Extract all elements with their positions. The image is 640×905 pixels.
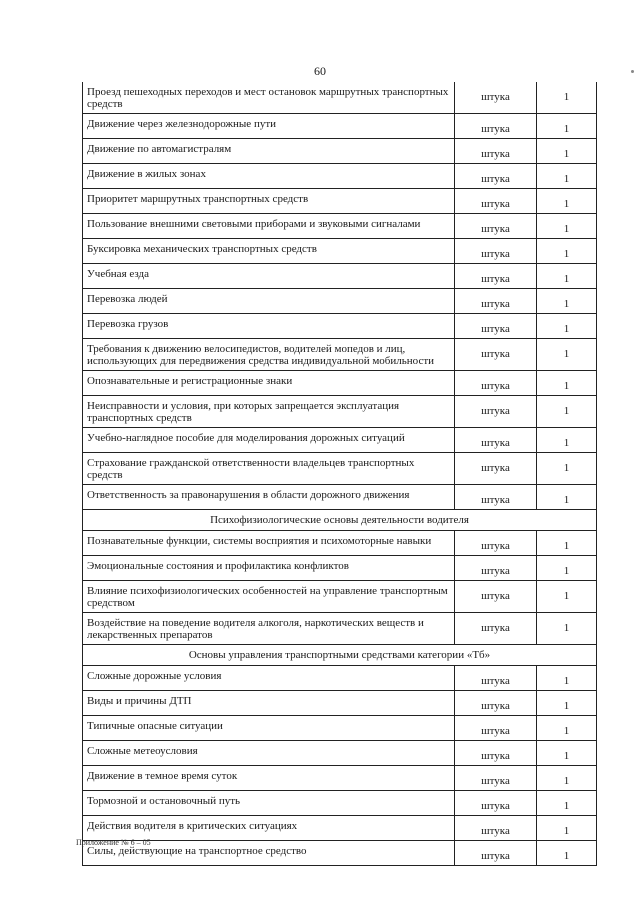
table-row xyxy=(83,82,597,114)
row-unit: штука xyxy=(455,581,537,613)
row-name: Ответственность за правонарушения в области дорожного движения xyxy=(83,485,455,510)
row-unit: штука xyxy=(455,239,537,264)
table-row xyxy=(83,314,597,339)
row-name: Требования к движению велосипедистов, водителей мопедов и лиц, использующих для передвижения средства индивидуальной мобильности xyxy=(83,339,455,371)
row-qty: 1 xyxy=(537,164,597,189)
row-name: Эмоциональные состояния и профилактика конфликтов xyxy=(83,556,455,581)
table-row xyxy=(83,666,597,691)
row-name: Действия водителя в критических ситуациях xyxy=(83,816,455,841)
row-unit: штука xyxy=(455,716,537,741)
row-unit: штука xyxy=(455,766,537,791)
row-name: Перевозка людей xyxy=(83,289,455,314)
table-row xyxy=(83,453,597,485)
table-row xyxy=(83,264,597,289)
row-name: Движение в темное время суток xyxy=(83,766,455,791)
section-row xyxy=(83,645,597,666)
table-row xyxy=(83,189,597,214)
table-row xyxy=(83,114,597,139)
table-row xyxy=(83,485,597,510)
scan-speck xyxy=(631,70,634,73)
row-name: Познавательные функции, системы восприятия и психомоторные навыки xyxy=(83,531,455,556)
row-qty: 1 xyxy=(537,816,597,841)
row-qty: 1 xyxy=(537,114,597,139)
table-row xyxy=(83,556,597,581)
table-row xyxy=(83,581,597,613)
row-qty: 1 xyxy=(537,666,597,691)
row-qty: 1 xyxy=(537,139,597,164)
row-unit: штука xyxy=(455,556,537,581)
row-qty: 1 xyxy=(537,531,597,556)
table-row xyxy=(83,816,597,841)
row-unit: штука xyxy=(455,82,537,114)
table-row xyxy=(83,428,597,453)
row-qty: 1 xyxy=(537,841,597,866)
row-qty: 1 xyxy=(537,741,597,766)
row-qty: 1 xyxy=(537,189,597,214)
row-unit: штука xyxy=(455,164,537,189)
row-qty: 1 xyxy=(537,428,597,453)
row-qty: 1 xyxy=(537,314,597,339)
row-name: Буксировка механических транспортных средств xyxy=(83,239,455,264)
row-unit: штука xyxy=(455,613,537,645)
row-qty: 1 xyxy=(537,691,597,716)
row-unit: штука xyxy=(455,289,537,314)
row-qty: 1 xyxy=(537,581,597,613)
section-title: Психофизиологические основы деятельности водителя xyxy=(83,510,597,531)
table-row xyxy=(83,613,597,645)
table-row xyxy=(83,239,597,264)
row-qty: 1 xyxy=(537,264,597,289)
row-name: Проезд пешеходных переходов и мест остановок маршрутных транспортных средств xyxy=(83,82,455,114)
row-qty: 1 xyxy=(537,371,597,396)
row-unit: штука xyxy=(455,485,537,510)
row-qty: 1 xyxy=(537,485,597,510)
row-name: Воздействие на поведение водителя алкоголя, наркотических веществ и лекарственных препаратов xyxy=(83,613,455,645)
row-unit: штука xyxy=(455,264,537,289)
row-qty: 1 xyxy=(537,339,597,371)
row-unit: штука xyxy=(455,214,537,239)
row-qty: 1 xyxy=(537,453,597,485)
row-unit: штука xyxy=(455,139,537,164)
row-unit: штука xyxy=(455,691,537,716)
table-row xyxy=(83,396,597,428)
row-name: Влияние психофизиологических особенностей на управление транспортным средством xyxy=(83,581,455,613)
row-name: Опознавательные и регистрационные знаки xyxy=(83,371,455,396)
row-qty: 1 xyxy=(537,82,597,114)
row-name: Учебно-наглядное пособие для моделирования дорожных ситуаций xyxy=(83,428,455,453)
row-unit: штука xyxy=(455,841,537,866)
row-name: Сложные дорожные условия xyxy=(83,666,455,691)
row-unit: штука xyxy=(455,396,537,428)
equipment-table xyxy=(82,82,597,866)
row-unit: штука xyxy=(455,666,537,691)
row-name: Движение через железнодорожные пути xyxy=(83,114,455,139)
row-name: Виды и причины ДТП xyxy=(83,691,455,716)
row-unit: штука xyxy=(455,816,537,841)
section-row xyxy=(83,510,597,531)
row-name: Пользование внешними световыми приборами и звуковыми сигналами xyxy=(83,214,455,239)
row-name: Неисправности и условия, при которых запрещается эксплуатация транспортных средств xyxy=(83,396,455,428)
row-qty: 1 xyxy=(537,396,597,428)
table-row xyxy=(83,214,597,239)
row-unit: штука xyxy=(455,531,537,556)
table-row xyxy=(83,791,597,816)
row-name: Страхование гражданской ответственности владельцев транспортных средств xyxy=(83,453,455,485)
table-row xyxy=(83,164,597,189)
row-qty: 1 xyxy=(537,716,597,741)
row-name: Силы, действующие на транспортное средство xyxy=(83,841,455,866)
table-row xyxy=(83,691,597,716)
table-row xyxy=(83,371,597,396)
table-row xyxy=(83,289,597,314)
row-name: Типичные опасные ситуации xyxy=(83,716,455,741)
row-qty: 1 xyxy=(537,239,597,264)
row-qty: 1 xyxy=(537,766,597,791)
row-unit: штука xyxy=(455,339,537,371)
row-unit: штука xyxy=(455,114,537,139)
row-name: Движение по автомагистралям xyxy=(83,139,455,164)
table-row xyxy=(83,766,597,791)
row-unit: штука xyxy=(455,371,537,396)
table-row xyxy=(83,339,597,371)
row-qty: 1 xyxy=(537,556,597,581)
row-unit: штука xyxy=(455,741,537,766)
row-unit: штука xyxy=(455,189,537,214)
row-qty: 1 xyxy=(537,791,597,816)
row-name: Перевозка грузов xyxy=(83,314,455,339)
row-name: Сложные метеоусловия xyxy=(83,741,455,766)
table-row xyxy=(83,531,597,556)
row-qty: 1 xyxy=(537,289,597,314)
footer-note: Приложение № 6 – 05 xyxy=(76,838,151,847)
row-unit: штука xyxy=(455,314,537,339)
row-unit: штука xyxy=(455,453,537,485)
table-row xyxy=(83,741,597,766)
row-name: Учебная езда xyxy=(83,264,455,289)
row-name: Тормозной и остановочный путь xyxy=(83,791,455,816)
row-unit: штука xyxy=(455,428,537,453)
row-qty: 1 xyxy=(537,214,597,239)
row-unit: штука xyxy=(455,791,537,816)
table-row xyxy=(83,841,597,866)
row-name: Движение в жилых зонах xyxy=(83,164,455,189)
row-qty: 1 xyxy=(537,613,597,645)
page-number: 60 xyxy=(314,64,326,78)
row-name: Приоритет маршрутных транспортных средств xyxy=(83,189,455,214)
section-title: Основы управления транспортными средствами категории «Тб» xyxy=(83,645,597,666)
table-row xyxy=(83,716,597,741)
table-row xyxy=(83,139,597,164)
